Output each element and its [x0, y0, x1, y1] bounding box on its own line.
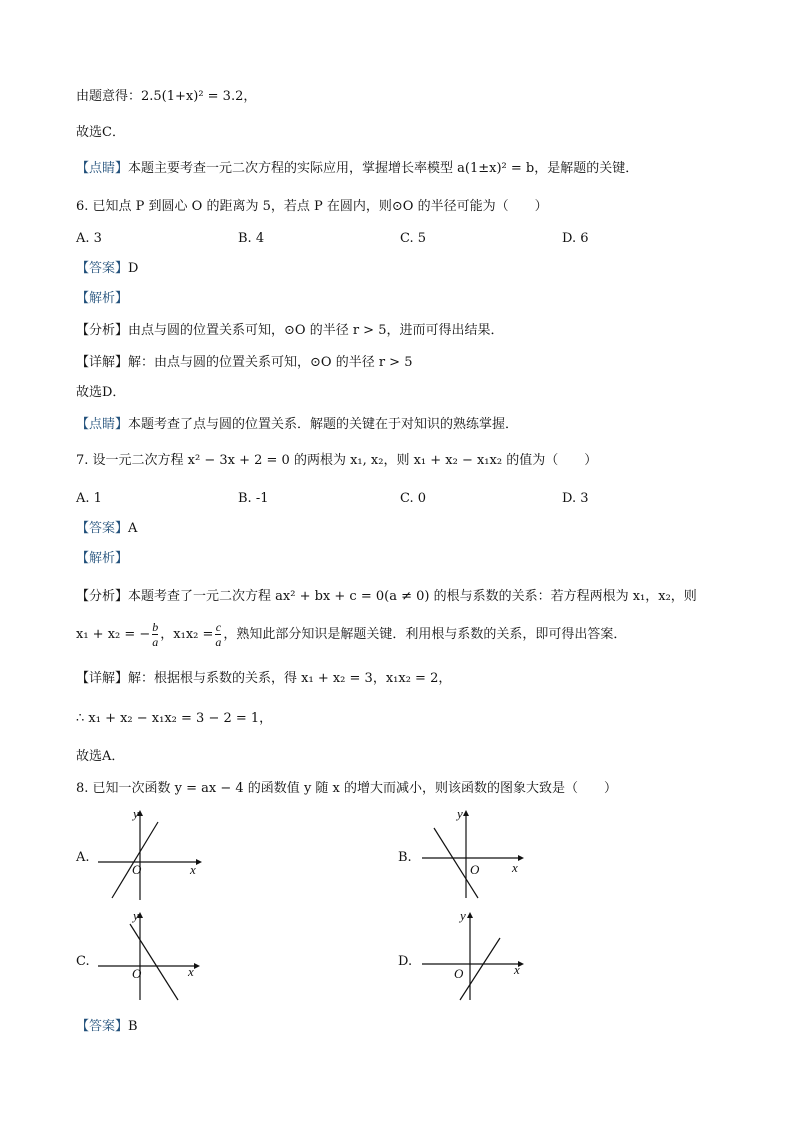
- q8-option-c-label: C.: [76, 954, 90, 969]
- q8-option-a-label: A.: [76, 850, 90, 865]
- q6-choice: 故选D．: [76, 385, 126, 400]
- fraction-c-over-a: [215, 620, 221, 649]
- q6-option-d: D. 6: [562, 231, 589, 246]
- q7-option-d: D. 3: [562, 491, 589, 506]
- q7-answer: [76, 520, 137, 538]
- xiangjie-tag: 【详解】: [76, 355, 129, 370]
- q8-a-origin-label: O: [132, 862, 142, 877]
- answer-tag: 【答案】: [76, 261, 129, 276]
- q8-graph-b: [420, 806, 530, 902]
- q8-d-y-label: y: [460, 908, 466, 923]
- answer-value: A: [128, 521, 138, 536]
- fraction-numerator: b: [152, 620, 159, 634]
- fenxi-tag: 【分析】: [76, 589, 129, 604]
- question-8: 8. 已知一次函数 y = ax − 4 的函数值 y 随 x 的增大而减小，则该函数的图象大致是（ ）: [76, 781, 618, 796]
- q7-xiangjie: [76, 670, 451, 688]
- q8-b-x-label: x: [512, 860, 518, 875]
- q7-option-c: C. 0: [400, 491, 427, 506]
- q7-option-a: A. 1: [76, 491, 102, 506]
- formula-part-3: ，熟知此部分知识是解题关键．利用根与系数的关系，即可得出答案．: [223, 627, 627, 642]
- fenxi-tag: 【分析】: [76, 323, 129, 338]
- dianjing-text: 本题主要考查一元二次方程的实际应用，掌握增长率模型 a(1±x)² = b，是解题的关键．: [128, 161, 639, 176]
- fenxi-text: 本题考查了一元二次方程 ax² + bx + c = 0(a ≠ 0) 的根与系数的关系：若方程两根为 x₁，x₂，则: [128, 589, 697, 604]
- solution-line-1: 由题意得：2.5(1+x)² = 3.2，: [76, 89, 257, 104]
- xiangjie-text: 解：由点与圆的位置关系可知，⊙O 的半径 r > 5: [128, 355, 413, 370]
- q7-choice: 故选A．: [76, 749, 125, 764]
- q8-c-origin-label: O: [132, 966, 142, 981]
- answer-tag: 【答案】: [76, 1019, 129, 1034]
- q8-d-origin-label: O: [454, 966, 464, 981]
- q8-d-x-label: x: [514, 962, 520, 977]
- fraction-b-over-a: [152, 620, 158, 649]
- q8-b-origin-label: O: [470, 862, 480, 877]
- q6-dianjing: [76, 416, 518, 434]
- q7-therefore: ∴ x₁ + x₂ − x₁x₂ = 3 − 2 = 1，: [76, 711, 273, 726]
- q8-c-x-label: x: [188, 964, 194, 979]
- q7-fenxi-formula: [76, 620, 626, 650]
- formula-part-1: x₁ + x₂ = −: [76, 627, 151, 642]
- q8-graph-d: [420, 908, 530, 1004]
- q8-b-y-label: y: [457, 806, 463, 821]
- dianjing-text: 本题考查了点与圆的位置关系．解题的关键在于对知识的熟练掌握．: [128, 417, 519, 432]
- question-6: 6. 已知点 P 到圆心 O 的距离为 5，若点 P 在圆内，则⊙O 的半径可能为（ ）: [76, 199, 548, 214]
- fraction-numerator: c: [215, 620, 222, 634]
- q6-answer: [76, 260, 138, 278]
- fraction-denominator: a: [215, 635, 222, 649]
- q6-option-a: A. 3: [76, 231, 102, 246]
- q6-option-c: C. 5: [400, 231, 427, 246]
- q7-option-b: B. -1: [238, 491, 269, 506]
- answer-value: B: [128, 1019, 138, 1034]
- q8-answer: [76, 1018, 138, 1036]
- q6-option-b: B. 4: [238, 231, 265, 246]
- q8-c-y-label: y: [133, 908, 139, 923]
- dianjing-tag: 【点睛】: [76, 417, 129, 432]
- q6-fenxi: [76, 322, 503, 340]
- q8-option-d-label: D.: [398, 954, 413, 969]
- formula-part-2: ，x₁x₂ =: [160, 627, 214, 642]
- q8-graph-c: [96, 908, 206, 1004]
- question-7: 7. 设一元二次方程 x² − 3x + 2 = 0 的两根为 x₁, x₂，则 x₁ + x₂ − x₁x₂ 的值为（ ）: [76, 453, 598, 468]
- q7-jiexi-tag: 【解析】: [76, 551, 129, 566]
- q8-a-x-label: x: [190, 862, 196, 877]
- answer-value: D: [128, 261, 139, 276]
- q8-a-y-label: y: [133, 806, 139, 821]
- q6-jiexi-tag: 【解析】: [76, 291, 129, 306]
- fraction-denominator: a: [152, 635, 159, 649]
- fenxi-text: 由点与圆的位置关系可知，⊙O 的半径 r > 5，进而可得出结果．: [128, 323, 504, 338]
- q6-xiangjie: [76, 354, 412, 372]
- dianjing-line-q5: [76, 160, 638, 178]
- xiangjie-text: 解：根据根与系数的关系，得 x₁ + x₂ = 3，x₁x₂ = 2，: [128, 671, 452, 686]
- q7-fenxi: [76, 588, 697, 606]
- xiangjie-tag: 【详解】: [76, 671, 129, 686]
- choice-line-c: 故选C．: [76, 125, 125, 140]
- q8-option-b-label: B.: [398, 850, 412, 865]
- q8-graph-a: [96, 806, 206, 902]
- answer-tag: 【答案】: [76, 521, 129, 536]
- dianjing-tag: 【点睛】: [76, 161, 129, 176]
